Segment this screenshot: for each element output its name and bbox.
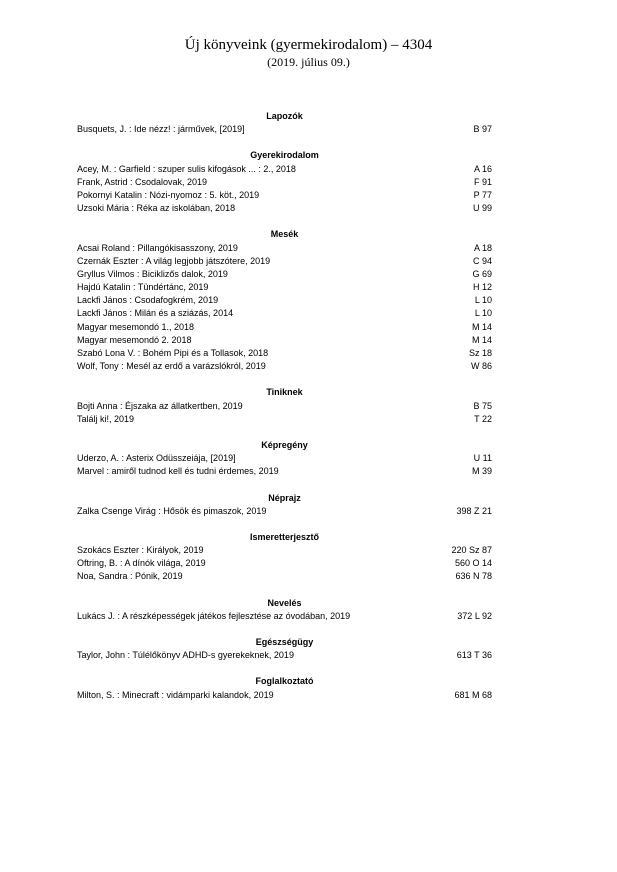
shelf-mark: W 86	[470, 361, 492, 372]
shelf-mark: 560 O 14	[454, 558, 492, 569]
list-item	[77, 689, 492, 702]
section	[77, 149, 492, 215]
book-entry: Zalka Csenge Virág : Hősök és pimaszok, 2019	[77, 505, 267, 516]
book-entry: Bojti Anna : Éjszaka az állatkertben, 2019	[77, 400, 243, 411]
section-heading: Gyerekirodalom	[250, 150, 319, 161]
shelf-mark: L 10	[474, 308, 492, 319]
book-entry: Wolf, Tony : Mesél az erdő a varázslókról, 2019	[77, 361, 266, 372]
section-heading: Foglalkoztató	[255, 676, 314, 687]
book-entry: Uzsoki Mária : Réka az iskolában, 2018	[77, 203, 236, 214]
shelf-mark: A 16	[473, 163, 492, 174]
list-item	[77, 294, 492, 307]
list-item	[77, 465, 492, 478]
section	[77, 386, 492, 426]
book-entry: Taylor, John : Túlélőkönyv ADHD-s gyerekeknek, 2019	[77, 650, 294, 661]
list-item	[77, 649, 492, 662]
shelf-mark: B 75	[473, 400, 492, 411]
list-item	[77, 202, 492, 215]
list-item	[77, 544, 492, 557]
list-item	[77, 557, 492, 570]
book-entry: Marvel : amiről tudnod kell és tudni érdemes, 2019	[77, 466, 279, 477]
shelf-mark: 398 Z 21	[456, 505, 492, 516]
section	[77, 675, 492, 701]
book-entry: Szabó Lona V. : Bohém Pipi és a Tollasok, 2018	[77, 348, 269, 358]
section-heading: Mesék	[270, 229, 299, 240]
list-item	[77, 255, 492, 268]
shelf-mark: L 10	[474, 295, 492, 306]
shelf-mark: M 14	[471, 334, 492, 345]
section	[77, 228, 492, 373]
section-heading: Tiniknek	[266, 387, 303, 398]
shelf-mark: U 11	[473, 453, 492, 464]
section	[77, 492, 492, 518]
book-entry: Acey, M. : Garfield : szuper sulis kifogások ... : 2., 2018	[77, 163, 296, 174]
list-item	[77, 413, 492, 426]
list-item	[77, 360, 492, 373]
section	[77, 597, 492, 623]
book-entry: Magyar mesemondó 1., 2018	[77, 321, 195, 332]
list-item	[77, 400, 492, 413]
section-heading: Nevelés	[267, 597, 302, 608]
list-item	[77, 570, 492, 583]
book-entry: Hajdú Katalin : Tündértánc, 2019	[77, 282, 209, 293]
list-item	[77, 334, 492, 347]
list-item	[77, 452, 492, 465]
list-item	[77, 610, 492, 623]
section-heading: Képregény	[261, 439, 308, 450]
book-listing	[77, 110, 492, 715]
book-entry: Milton, S. : Minecraft : vidámparki kalandok, 2019	[77, 689, 274, 700]
list-item	[77, 321, 492, 334]
document-title: Új könyveink (gyermekirodalom) – 4304	[184, 37, 433, 53]
book-entry: Szokács Eszter : Királyok, 2019	[77, 545, 204, 556]
list-item	[77, 189, 492, 202]
list-item	[77, 176, 492, 189]
shelf-mark: 681 M 68	[454, 689, 492, 700]
book-entry: Lukács J. : A részképességek játékos fejlesztése az óvodában, 2019	[77, 610, 351, 621]
section-heading: Lapozók	[266, 111, 303, 121]
book-entry: Lackfi János : Csodafogkrém, 2019	[77, 295, 219, 306]
list-item	[77, 268, 492, 281]
shelf-mark: Sz 18	[468, 348, 492, 358]
section	[77, 636, 492, 662]
book-entry: Pokornyi Katalin : Nózi-nyomoz : 5. köt., 2019	[77, 189, 260, 200]
book-entry: Noa, Sandra : Pónik, 2019	[77, 571, 183, 582]
list-item	[77, 281, 492, 294]
section	[77, 531, 492, 584]
book-entry: Frank, Astrid : Csodalovak, 2019	[77, 176, 208, 187]
book-entry: Uderzo, A. : Asterix Odüsszeiája, [2019]	[77, 453, 236, 464]
document-date: (2019. július 09.)	[267, 55, 350, 69]
book-entry: Czernák Eszter : A világ legjobb játszótere, 2019	[77, 255, 271, 266]
shelf-mark: B 97	[473, 124, 492, 135]
shelf-mark: M 39	[471, 466, 492, 477]
shelf-mark: A 18	[473, 242, 492, 253]
list-item	[77, 242, 492, 255]
list-item	[77, 347, 492, 360]
shelf-mark: 636 N 78	[455, 571, 492, 582]
book-entry: Busquets, J. : Ide nézz! : járművek, [2019]	[77, 124, 245, 135]
book-entry: Találj ki!, 2019	[77, 413, 135, 424]
shelf-mark: M 14	[471, 321, 492, 332]
section	[77, 439, 492, 479]
book-entry: Acsai Roland : Pillangókisasszony, 2019	[77, 242, 238, 253]
shelf-mark: T 22	[474, 413, 492, 424]
shelf-mark: 220 Sz 87	[451, 545, 492, 556]
shelf-mark: F 91	[473, 176, 492, 187]
shelf-mark: H 12	[472, 282, 492, 293]
book-entry: Oftring, B. : A dínók világa, 2019	[77, 558, 206, 569]
list-item	[77, 123, 492, 136]
shelf-mark: U 99	[472, 203, 492, 214]
shelf-mark: 613 T 36	[456, 650, 492, 661]
shelf-mark: G 69	[472, 268, 492, 279]
section-heading: Ismeretterjesztő	[249, 531, 320, 542]
section-heading: Egészségügy	[255, 637, 314, 647]
book-entry: Lackfi János : Milán és a sziázás, 2014	[77, 308, 234, 319]
section-heading: Néprajz	[268, 492, 301, 503]
list-item	[77, 307, 492, 320]
list-item	[77, 505, 492, 518]
shelf-mark: P 77	[473, 189, 492, 200]
list-item	[77, 163, 492, 176]
section	[77, 110, 492, 136]
book-entry: Magyar mesemondó 2. 2018	[77, 334, 192, 345]
book-entry: Gryllus Vilmos : Biciklizős dalok, 2019	[77, 268, 228, 279]
shelf-mark: 372 L 92	[457, 610, 492, 621]
shelf-mark: C 94	[472, 255, 492, 266]
